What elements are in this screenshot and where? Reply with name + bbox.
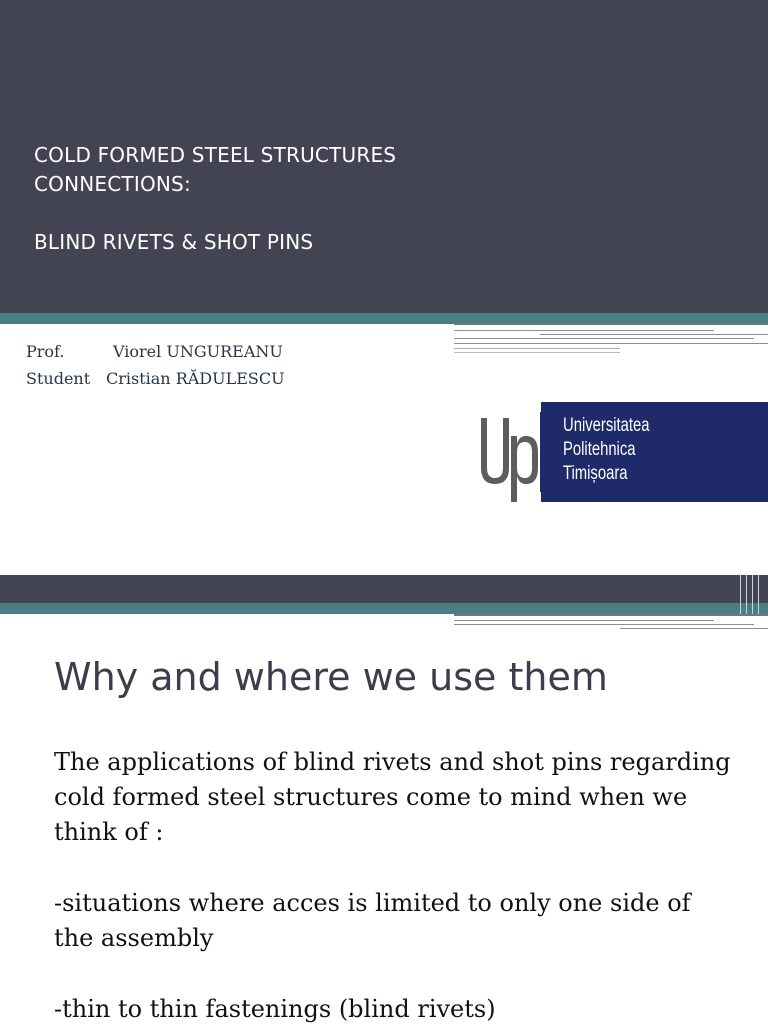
- logo-text: [563, 414, 649, 486]
- author-list: [26, 338, 285, 392]
- decorative-line: [620, 628, 768, 629]
- decorative-line: [758, 575, 759, 615]
- content-slide: [0, 575, 768, 1024]
- slide-body: [54, 745, 734, 1024]
- decorative-line: [454, 343, 768, 344]
- decorative-stripes: [454, 324, 768, 354]
- author-row: [26, 365, 285, 392]
- logo-line: Politehnica: [563, 439, 636, 460]
- header-strip: [0, 575, 768, 603]
- body-paragraph: -situations where acces is limited to only one side of the assembly: [54, 889, 691, 952]
- body-paragraph: -thin to thin fastenings (blind rivets): [54, 995, 496, 1023]
- decorative-line: [454, 323, 768, 325]
- decorative-line: [752, 575, 753, 615]
- decorative-line: [740, 575, 741, 615]
- slide-heading: Why and where we use them: [54, 655, 608, 699]
- author-name: Cristian RĂDULESCU: [106, 369, 285, 388]
- header-accent-band: [0, 603, 768, 614]
- title-line-1: COLD FORMED STEEL STRUCTURES: [34, 143, 397, 167]
- slide-title: [34, 141, 396, 257]
- upt-logo-mark: [478, 402, 548, 502]
- logo-banner: [541, 402, 768, 502]
- decorative-line: [454, 338, 754, 339]
- decorative-line: [540, 334, 768, 335]
- decorative-line: [454, 620, 714, 621]
- decorative-line: [454, 624, 754, 625]
- decorative-line: [454, 330, 714, 331]
- author-role: Student: [26, 369, 91, 388]
- decorative-line: [454, 348, 620, 349]
- decorative-line: [454, 614, 768, 616]
- title-line-4: BLIND RIVETS & SHOT PINS: [34, 230, 314, 254]
- logo-line: Universitatea: [563, 415, 650, 436]
- body-paragraph: The applications of blind rivets and shot pins regarding cold formed steel structures come to mind when we think of :: [54, 748, 731, 846]
- title-line-3: [34, 199, 396, 228]
- slide-separator: [0, 560, 768, 575]
- logo-line: Timișoara: [563, 463, 628, 484]
- author-row: [26, 338, 285, 365]
- author-name: Viorel UNGUREANU: [113, 342, 283, 361]
- decorative-line: [746, 575, 747, 615]
- author-role: Prof.: [26, 342, 65, 361]
- university-logo: [478, 402, 768, 502]
- decorative-line: [454, 352, 620, 353]
- title-line-2: CONNECTIONS:: [34, 172, 191, 196]
- title-banner: [0, 0, 768, 313]
